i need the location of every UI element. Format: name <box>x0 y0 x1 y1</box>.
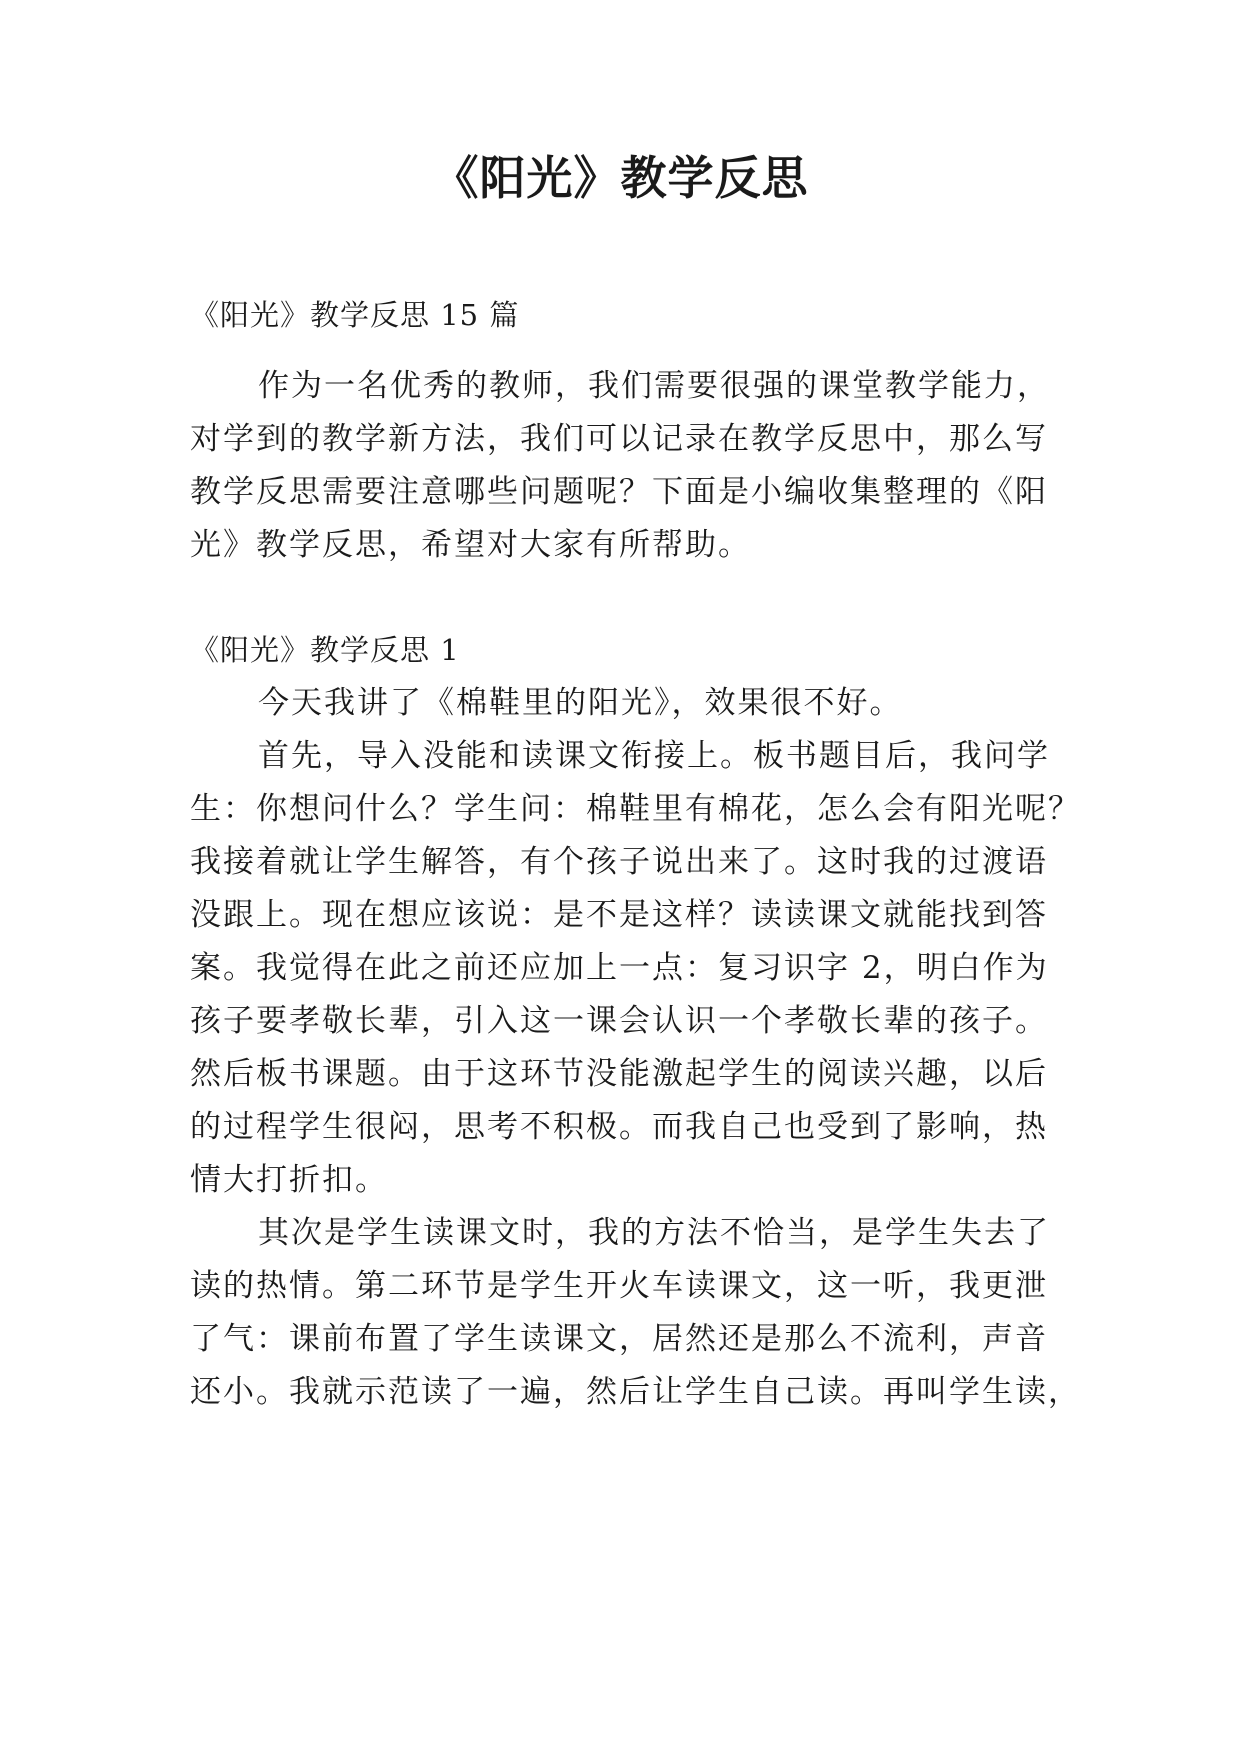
document-subtitle: 《阳光》教学反思 15 篇 <box>190 298 520 332</box>
body-line: 没跟上。现在想应该说：是不是这样？读读课文就能找到答 <box>190 897 1048 933</box>
body-line: 今天我讲了《棉鞋里的阳光》，效果很不好。 <box>258 685 903 721</box>
body-line: 案。我觉得在此之前还应加上一点：复习识字 2，明白作为 <box>190 950 1049 986</box>
body-line: 然后板书课题。由于这环节没能激起学生的阅读兴趣，以后 <box>190 1056 1048 1092</box>
body-line: 其次是学生读课文时，我的方法不恰当，是学生失去了 <box>258 1215 1050 1251</box>
body-line: 我接着就让学生解答，有个孩子说出来了。这时我的过渡语 <box>190 844 1048 880</box>
body-line: 首先，导入没能和读课文衔接上。板书题目后，我问学 <box>258 738 1050 774</box>
intro-line: 作为一名优秀的教师，我们需要很强的课堂教学能力， <box>258 368 1050 404</box>
body-line: 孩子要孝敬长辈，引入这一课会认识一个孝敬长辈的孩子。 <box>190 1003 1048 1039</box>
body-line: 还小。我就示范读了一遍，然后让学生自己读。再叫学生读， <box>190 1374 1081 1410</box>
intro-line: 光》教学反思，希望对大家有所帮助。 <box>190 527 751 563</box>
body-line: 生：你想问什么？学生问：棉鞋里有棉花，怎么会有阳光呢？ <box>190 791 1081 827</box>
body-line: 读的热情。第二环节是学生开火车读课文，这一听，我更泄 <box>190 1268 1048 1304</box>
body-line: 了气：课前布置了学生读课文，居然还是那么不流利，声音 <box>190 1321 1048 1357</box>
body-line: 情大打折扣。 <box>190 1162 388 1198</box>
intro-line: 教学反思需要注意哪些问题呢？下面是小编收集整理的《阳 <box>190 474 1048 510</box>
body-line: 的过程学生很闷，思考不积极。而我自己也受到了影响，热 <box>190 1109 1048 1145</box>
document-title: 《阳光》教学反思 <box>432 151 809 205</box>
section-heading: 《阳光》教学反思 1 <box>190 633 460 667</box>
intro-line: 对学到的教学新方法，我们可以记录在教学反思中，那么写 <box>190 421 1048 457</box>
